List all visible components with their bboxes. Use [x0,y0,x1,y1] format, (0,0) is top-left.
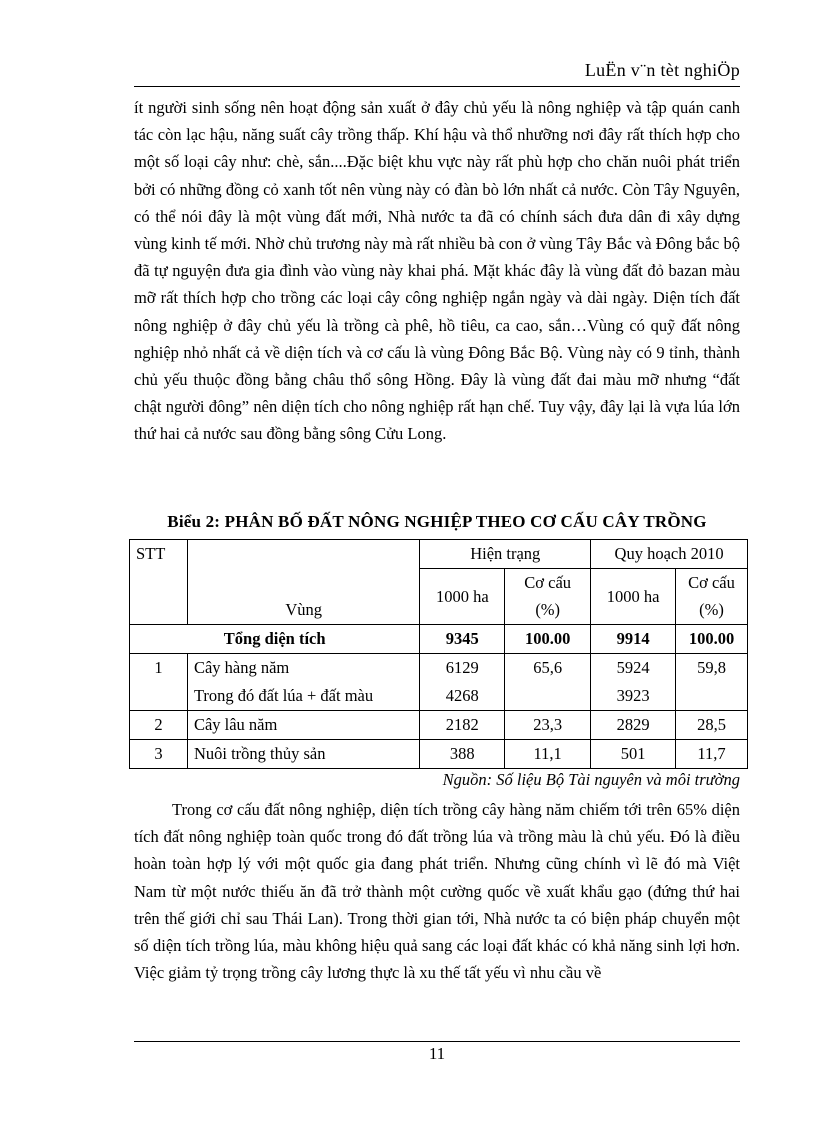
header-current: Hiện trạng [420,540,591,569]
row-plan-share: 11,7 [676,740,748,769]
header-current-share [505,569,591,625]
header-region: Vùng [187,540,419,625]
footer-divider [134,1041,740,1042]
row-name: Nuôi trồng thủy sản [187,740,419,769]
row-plan-area: 501 [591,740,676,769]
row-current-area: 2182 [420,711,505,740]
share-label: Cơ cấu [688,573,735,592]
row-current-area [420,654,505,711]
table-row [130,654,748,711]
row-plan-area [591,654,676,711]
row-current-share: 23,3 [505,711,591,740]
share-label: Cơ cấu [524,573,572,592]
header-stt: STT [130,540,188,625]
land-allocation-table [129,539,748,769]
table-row-total [130,625,748,654]
header-plan-share [676,569,748,625]
total-current-area: 9345 [420,625,505,654]
row-current-share: 65,6 [505,654,591,711]
body-paragraph-1: ít người sinh sống nên hoạt động sản xuất ở đây chủ yếu là nông nghiệp và tập quán canh tác còn lạc hậu, năng suất cây trồng thấp. Khí hậu và thổ nhưỡng nơi đây rất thích hợp cho một số loại cây như: chè, sắn....Đặc biệt khu vực này rất phù hợp cho chăn nuôi phát triển bởi có những đồng cỏ xanh tốt nên vùng này có đàn bò lớn nhất cả nước. Còn Tây Nguyên, có thể nói đây là một vùng đất mới, Nhà nước ta đã có chính sách đưa dân đi xây dựng vùng kinh tế mới. Nhờ chủ trương này mà rất nhiều bà con ở vùng Tây Bắc và Đông bắc bộ đã tự nguyện đưa gia đình vào vùng này khai phá. Mặt khác đây là vùng đất đỏ bazan màu mỡ rất thích hợp cho trồng các loại cây công nghiệp ngắn ngày và dài ngày. Diện tích đất nông nghiệp ở đây chủ yếu là trồng cà phê, hồ tiêu, ca cao, sắn…Vùng có quỹ đất nông nghiệp nhỏ nhất cả về diện tích và cơ cấu là vùng Đông Bắc Bộ. Vùng này có 9 tỉnh, thành chủ yếu thuộc đồng bằng châu thổ sông Hồng. Đây là vùng đất đai màu mỡ nhưng “đất chật người đông” nên diện tích cho nông nghiệp rất hạn chế. Tuy vậy, đây lại là vựa lúa lớn thứ hai cả nước sau đồng bằng sông Cửu Long. [134,98,740,444]
page-header [134,58,740,87]
row-name: Cây lâu năm [187,711,419,740]
page-number: 11 [428,1044,446,1063]
row-current-share: 11,1 [505,740,591,769]
row-name [187,654,419,711]
table-source: Nguồn: Số liệu Bộ Tài nguyên và môi trường [442,770,740,789]
row-plan-share: 28,5 [676,711,748,740]
table-caption: Biểu 2: PHÂN BỐ ĐẤT NÔNG NGHIỆP THEO CƠ CẤU CÂY TRỒNG [167,512,707,531]
row-name-sub: Trong đó đất lúa + đất màu [193,686,374,705]
table-row [130,711,748,740]
header-current-area: 1000 ha [420,569,505,625]
share-unit: (%) [699,600,724,619]
header-plan: Quy hoạch 2010 [591,540,748,569]
header-plan-area: 1000 ha [591,569,676,625]
row-stt: 1 [130,654,188,711]
row-current-area: 388 [420,740,505,769]
row-stt: 3 [130,740,188,769]
header-title: LuËn v¨n tèt nghiÖp [584,60,740,80]
row-plan-share: 59,8 [676,654,748,711]
row-current-area-main: 6129 [445,658,479,677]
body-paragraph-2: Trong cơ cấu đất nông nghiệp, diện tích trồng cây hàng năm chiếm tới trên 65% diện tích đất nông nghiệp toàn quốc trong đó đất trồng lúa và trồng màu là chủ yếu. Đó là điều hoàn toàn hợp lý với một quốc gia đang phát triển. Nhưng cũng chính vì lẽ đó mà Việt Nam từ một nước thiếu ăn đã trở thành một cường quốc về xuất khẩu gạo (đứng thứ hai trên thế giới chỉ sau Thái Lan). Trong thời gian tới, Nhà nước ta có biện pháp chuyển một số diện tích trồng lúa, màu không hiệu quả sang các loại đất khác có khả năng sinh lợi hơn. Việc giảm tỷ trọng trồng cây lương thực là xu thế tất yếu vì nhu cầu về [134,800,740,983]
total-label: Tổng diện tích [130,625,420,654]
row-stt: 2 [130,711,188,740]
row-name-main: Cây hàng năm [193,658,290,677]
total-current-share: 100.00 [505,625,591,654]
total-plan-share: 100.00 [676,625,748,654]
share-unit: (%) [535,600,561,619]
total-plan-area: 9914 [591,625,676,654]
row-plan-area-main: 5924 [616,658,650,677]
table-row [130,740,748,769]
row-current-area-sub: 4268 [445,686,479,705]
row-plan-area-sub: 3923 [616,686,650,705]
row-plan-area: 2829 [591,711,676,740]
